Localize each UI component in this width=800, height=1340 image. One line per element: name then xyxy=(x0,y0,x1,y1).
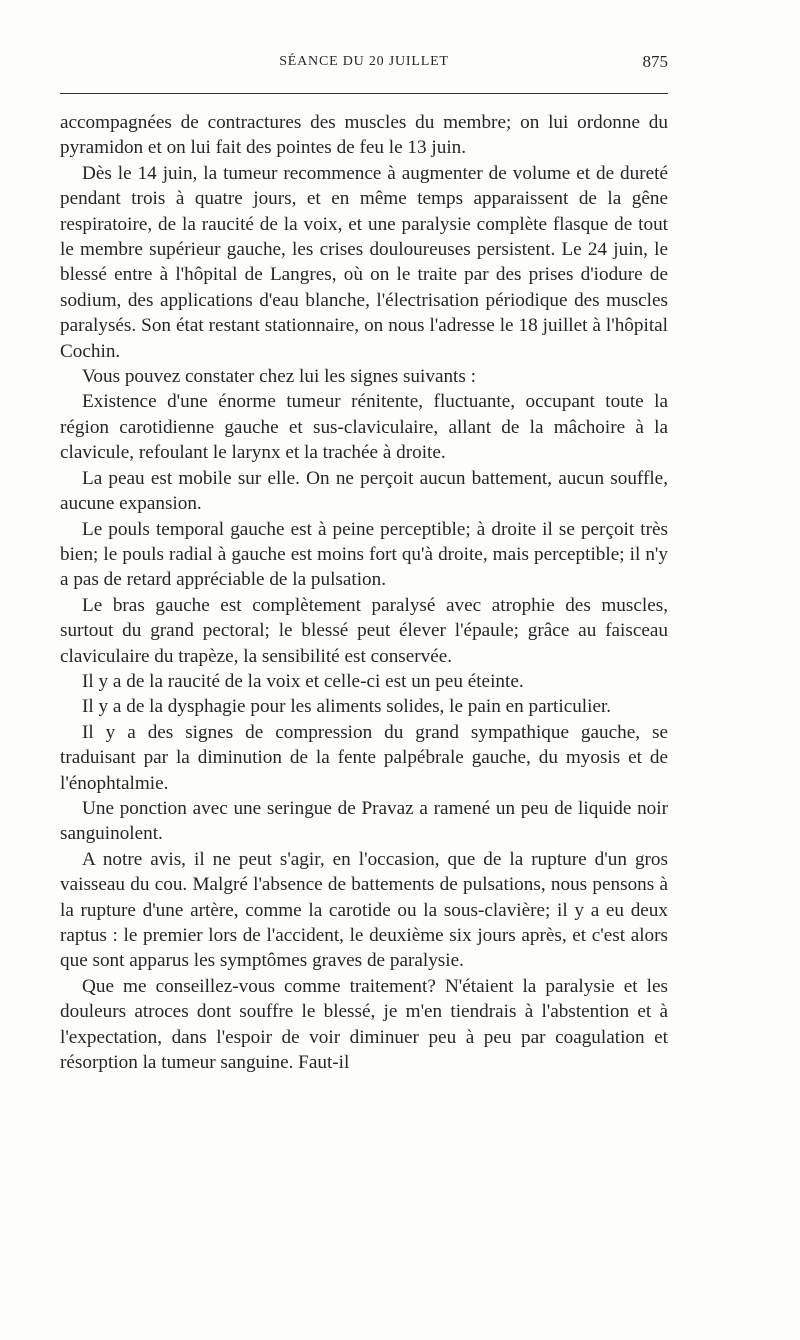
header-rule xyxy=(60,93,668,94)
paragraph: Il y a de la raucité de la voix et celle-ci est un peu éteinte. xyxy=(82,670,524,692)
paragraph: Le bras gauche est complètement paralysé avec atrophie des muscles, surtout du grand pectoral; le blessé peut élever l'épaule; grâce au faisceau claviculaire du trapèze, la sensibilité est conservée. xyxy=(60,594,668,667)
paragraph: Dès le 14 juin, la tumeur recommence à augmenter de volume et de dureté pendant trois à quatre jours, et en même temps apparaissent de la gêne respiratoire, de la raucité de la voix, et une paralysie complète flasque de tout le membre supérieur gauche, les crises douloureuses persistent. Le 24 juin, le blessé entre à l'hôpital de Langres, où on le traite par des prises d'iodure de sodium, des applications d'eau blanche, l'électrisation périodique des muscles paralysés. Son état restant stationnaire, on nous l'adresse le 18 juillet à l'hôpital Cochin. xyxy=(60,162,668,362)
paragraph: A notre avis, il ne peut s'agir, en l'occasion, que de la rupture d'un gros vaisseau du cou. Malgré l'absence de battements de pulsations, nous pensons à la rupture d'une artère, comme la carotide ou la sous-clavière; il y a eu deux raptus : le premier lors de l'accident, le deuxième six jours après, et c'est alors que sont apparus les symptômes graves de paralysie. xyxy=(60,848,668,972)
paragraph: Existence d'une énorme tumeur rénitente, fluctuante, occupant toute la région carotidienne gauche et sus-claviculaire, allant de la mâchoire à la clavicule, refoulant le larynx et la trachée à droite. xyxy=(60,391,668,464)
paragraph: Une ponction avec une seringue de Pravaz a ramené un peu de liquide noir sanguinolent. xyxy=(60,797,668,845)
paragraph: Il y a des signes de compression du grand sympathique gauche, se traduisant par la diminution de la fente palpébrale gauche, du myosis et de l'énophtalmie. xyxy=(60,721,668,794)
paragraph: Il y a de la dysphagie pour les aliments solides, le pain en particulier. xyxy=(82,696,612,718)
paragraph: Vous pouvez constater chez lui les signes suivants : xyxy=(82,366,476,388)
running-title: SÉANCE DU 20 JUILLET xyxy=(279,54,449,69)
paragraph-continued: accompagnées de contractures des muscles du membre; on lui ordonne du pyramidon et on lui fait des pointes de feu le 13 juin. xyxy=(60,112,668,159)
paragraph: La peau est mobile sur elle. On ne perçoit aucun battement, aucun souffle, aucune expansion. xyxy=(60,467,668,515)
paragraph: Le pouls temporal gauche est à peine perceptible; à droite il se perçoit très bien; le pouls radial à gauche est moins fort qu'à droite, mais perceptible; il n'y a pas de retard appréciable de la pulsation. xyxy=(60,518,668,591)
page-header xyxy=(60,52,668,82)
body-text xyxy=(60,110,668,1075)
paragraph: Que me conseillez-vous comme traitement? N'étaient la paralysie et les douleurs atroces dont souffre le blessé, je m'en tiendrais à l'abstention et à l'expectation, dans l'espoir de voir diminuer peu à peu par coagulation et résorption la tumeur sanguine. Faut-il xyxy=(60,975,668,1074)
page-number: 875 xyxy=(642,52,668,71)
